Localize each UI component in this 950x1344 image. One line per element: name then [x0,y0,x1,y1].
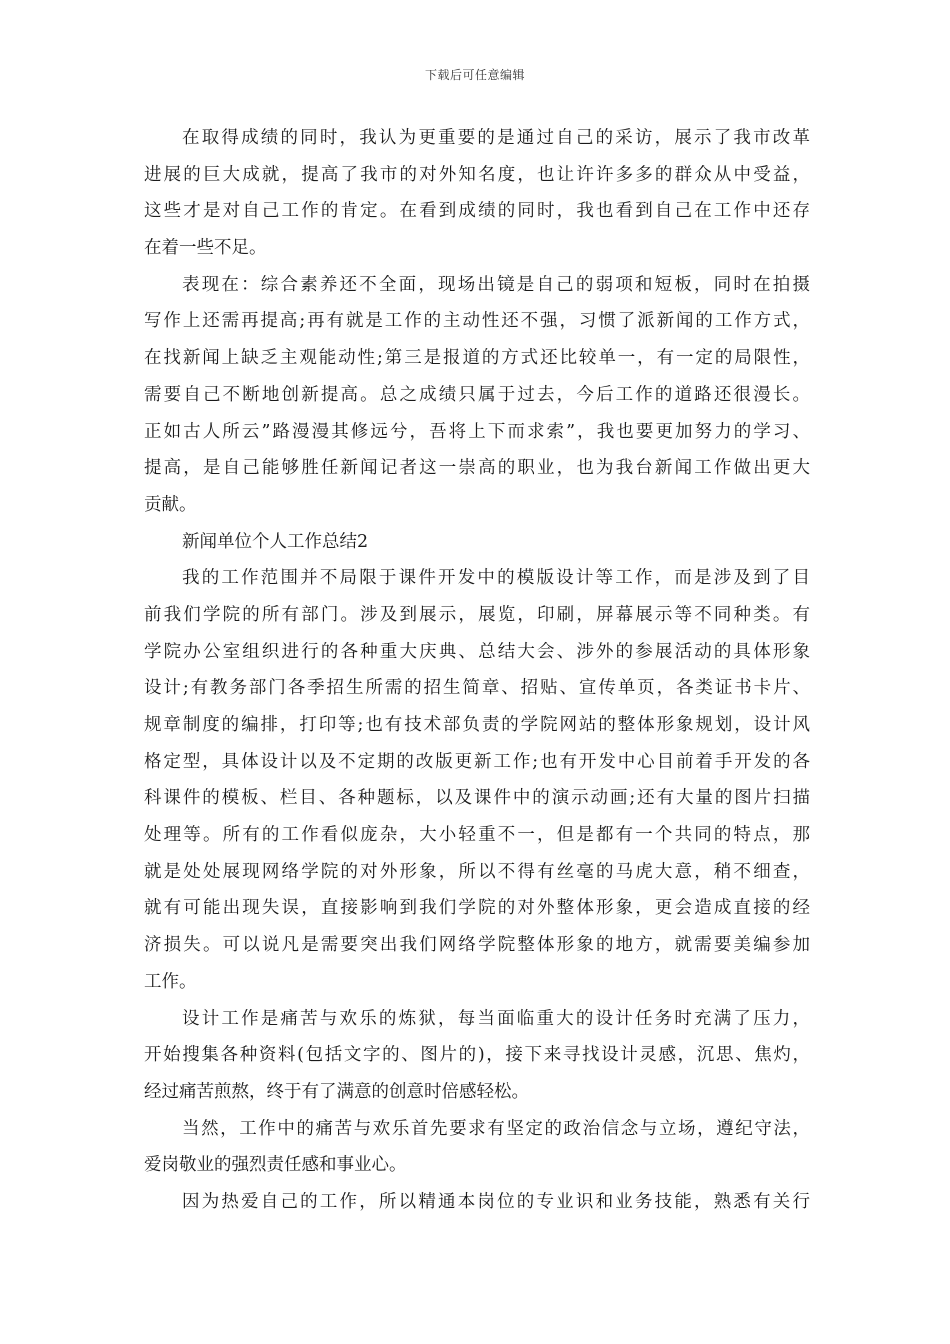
text-line: 格定型，具体设计以及不定期的改版更新工作;也有开发中心目前着手开发的各 [144,751,810,772]
text-line: 贡献。 [144,494,197,515]
page-header: 下载后可任意编辑 [424,68,525,82]
document-body [144,120,810,1221]
section-heading [144,524,810,561]
text-line: 科课件的模板、栏目、各种题标，以及课件中的演示动画;还有大量的图片扫描 [144,788,810,809]
text-line: 工作。 [144,971,197,992]
text-line: 前我们学院的所有部门。涉及到展示，展览，印刷，屏幕展示等不同种类。有 [144,604,810,625]
paragraph [144,1001,810,1111]
text-line: 开始搜集各种资料(包括文字的、图片的)，接下来寻找设计灵感，沉思、焦灼， [144,1045,810,1066]
text-line: 表现在：综合素养还不全面，现场出镜是自己的弱项和短板，同时在拍摄 [182,274,810,295]
paragraph [144,560,810,1000]
text-line: 因为热爱自己的工作，所以精通本岗位的专业识和业务技能，熟悉有关行 [182,1191,810,1212]
text-line: 在取得成绩的同时，我认为更重要的是通过自己的采访，展示了我市改革 [182,128,810,148]
text-line: 进展的巨大成就，提高了我市的对外知名度，也让许许多多的群众从中受益， [144,164,810,185]
text-line: 这些才是对自己工作的肯定。在看到成绩的同时，我也看到自己在工作中还存 [144,201,810,222]
text-line: 当然，工作中的痛苦与欢乐首先要求有坚定的政治信念与立场，遵纪守法， [182,1118,810,1139]
text-line: 提高，是自己能够胜任新闻记者这一崇高的职业，也为我台新闻工作做出更大 [144,458,810,479]
paragraph [144,1184,810,1221]
text-line: 处理等。所有的工作看似庞杂，大小轻重不一，但是都有一个共同的特点，那 [144,825,810,846]
paragraph [144,267,810,524]
text-line: 设计;有教务部门各季招生所需的招生简章、招贴、宣传单页，各类证书卡片、 [144,678,810,699]
text-line: 规章制度的编排，打印等;也有技术部负责的学院网站的整体形象规划，设计风 [144,715,810,735]
text-line: 济损失。可以说凡是需要突出我们网络学院整体形象的地方，就需要美编参加 [144,935,810,956]
text-line: 爱岗敬业的强烈责任感和事业心。 [144,1155,407,1176]
text-line: 需要自己不断地创新提高。总之成绩只属于过去，今后工作的道路还很漫长。 [144,384,810,405]
text-line: 就是处处展现网络学院的对外形象，所以不得有丝毫的马虎大意，稍不细查， [144,861,810,882]
text-line: 写作上还需再提高;再有就是工作的主动性还不强，习惯了派新闻的工作方式， [144,311,810,332]
section-title: 新闻单位个人工作总结2 [182,531,369,552]
text-line: 正如古人所云”路漫漫其修远兮，吾将上下而求索”，我也要更加努力的学习、 [144,421,810,442]
paragraph [144,120,810,267]
text-line: 设计工作是痛苦与欢乐的炼狱，每当面临重大的设计任务时充满了压力， [182,1008,810,1029]
text-line: 经过痛苦煎熬，终于有了满意的创意时倍感轻松。 [144,1081,529,1102]
text-line: 学院办公室组织进行的各种重大庆典、总结大会、涉外的参展活动的具体形象 [144,641,810,662]
text-line: 我的工作范围并不局限于课件开发中的模版设计等工作，而是涉及到了目 [182,568,810,589]
paragraph [144,1111,810,1184]
text-line: 在着一些不足。 [144,238,267,259]
text-line: 在找新闻上缺乏主观能动性;第三是报道的方式还比较单一，有一定的局限性， [144,348,810,369]
text-line: 就有可能出现失误，直接影响到我们学院的对外整体形象，更会造成直接的经 [144,898,810,919]
